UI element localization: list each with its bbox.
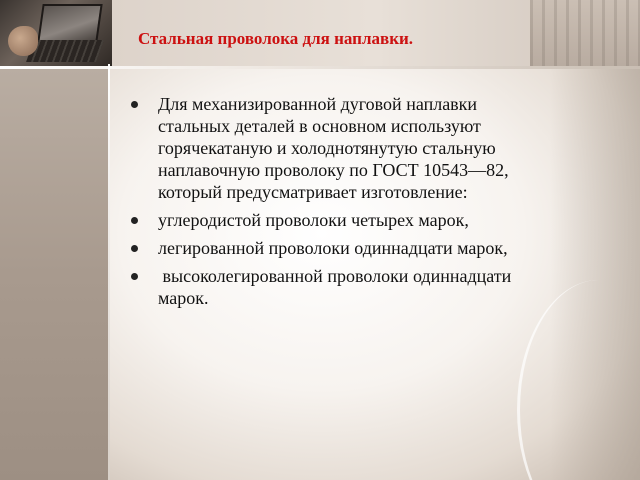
vertical-divider: [108, 64, 110, 480]
bullet-icon: [131, 101, 138, 108]
laptop-screen-icon: [37, 4, 102, 42]
bullet-text: Для механизированной дуговой наплавки стальных деталей в основном используют горячекатаную и холоднотянутую стальную наплавочную проволоку по ГОСТ 10543—82, который предусматривает изготовление:: [158, 94, 509, 202]
left-decorative-strip: [0, 69, 108, 480]
bullet-text: легированной проволоки одиннадцати марок,: [158, 238, 508, 258]
hand-icon: [8, 26, 38, 56]
bullet-item-intro: [128, 93, 548, 203]
bullet-icon: [131, 217, 138, 224]
bullet-item-high-alloyed: [128, 265, 548, 309]
bullet-text: высоколегированной проволоки одиннадцати марок.: [158, 266, 516, 308]
bullet-icon: [131, 245, 138, 252]
bullet-text: углеродистой проволоки четырех марок,: [158, 210, 469, 230]
bullet-item-alloyed: [128, 237, 548, 259]
title-band-decoration: [530, 0, 640, 68]
slide-title: Стальная проволока для наплавки.: [138, 29, 414, 48]
bullet-list: [128, 93, 548, 315]
bullet-icon: [131, 273, 138, 280]
laptop-typing-photo: [0, 0, 112, 68]
bullet-item-carbon: [128, 209, 548, 231]
